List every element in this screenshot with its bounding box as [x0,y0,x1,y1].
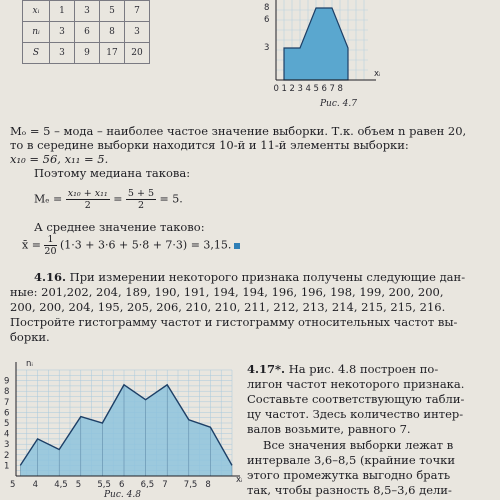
frequency-table [22,0,150,64]
fig48-y-tick: 7 [4,397,10,408]
problem-417-number-text: 4.17*. [247,362,286,376]
problem-417-line-6: интервале 3,6–8,5 (крайние точки [247,453,456,467]
mean-rhs: (1·3 + 3·6 + 5·8 + 7·3) = 3,15. [60,238,232,252]
mean-lhs: x̄ = [22,238,41,252]
mean-frac-num: 1 [44,234,56,246]
table-cell: 17 [100,43,125,64]
problem-416-text-0: При измерении некоторого признака получены следующие дан- [69,270,466,284]
median-lhs: Mₑ = [34,192,63,206]
problem-416-line-0 [34,270,500,284]
fig48-x-tick: 4 [32,480,39,490]
fig48-x-tick: 7,5 [183,480,198,490]
fig47-ytick-3: 3 [264,43,270,53]
table-cell: 5 [100,1,125,22]
problem-416-line-3: Постройте гистограмму частот и гистограмму относительных частот вы- [10,315,458,329]
fig48-y-tick: 8 [4,387,10,398]
fig48-x-tick: 5 [75,480,82,490]
problem-417-line-1: лигон частот некоторого признака. [247,377,465,391]
mean-frac [44,234,56,257]
table-cell: 6 [75,22,100,43]
fig48-y-tick: 4 [4,429,10,440]
table-row-label: S [23,43,50,64]
fig48-y-tick: 2 [4,450,10,461]
table-row [23,43,150,64]
text-line-elements: x₁₀ = 56, x₁₁ = 5. [10,152,109,166]
problem-417-text-0: На рис. 4.8 построен по- [288,362,439,376]
mean-formula [22,234,240,257]
median-frac-2-den: 2 [137,200,144,211]
table-cell: 3 [50,22,75,43]
fig47-x-ticks [274,84,343,94]
problem-416-line-2: 200, 200, 204, 195, 205, 206, 210, 210, 211, 212, 213, 214, 215, 215, 216. [10,300,446,314]
fig47-ytick-6: 6 [264,15,270,25]
table-row [23,22,150,43]
fig48-y-tick: 6 [4,408,10,419]
fig48-x-tick: 5,5 [97,480,111,490]
median-frac-1-den: 2 [84,200,91,211]
table-cell: 3 [75,1,100,22]
table-row [23,1,150,22]
figure-4-7 [256,0,390,108]
table-cell: 3 [50,43,75,64]
fig48-y-tick: 3 [4,440,10,451]
fig48-y-label: nᵢ [26,359,33,369]
median-formula: Mₑ = $\frac{\text{x₁₀ + x₁₁}}{2}$ = $\frac{5 + 5}{2}$ = 5. [34,188,183,211]
fig47-x-tick: 2 [289,84,295,94]
fig47-x-tick: 1 [281,84,287,94]
problem-417-line-2: Составьте соответствующую табли- [247,392,465,406]
fig47-x-label: xᵢ [374,69,381,79]
fig47-x-tick: 7 [329,84,335,94]
text-line-middle: то в середине выборки находится 10-й и 11-й элементы выборки: [10,138,409,152]
text-line-median-intro: Поэтому медиана такова: [34,166,191,180]
fig48-x-tick: 4,5 [54,480,68,490]
fig47-x-tick: 4 [305,84,311,94]
median-frac-2-num: 5 + 5 [127,188,155,199]
text-line-mode: Mₒ = 5 – мода – наиболее частое значение выборки. Т.к. объем n равен 20, [10,124,467,138]
problem-416-line-4: борки. [10,330,50,344]
table-cell: 1 [50,1,75,22]
table-row-label: xᵢ [23,1,50,22]
problem-417-number [247,362,285,376]
table-cell: 8 [100,22,125,43]
mean-frac-den: 20 [44,246,57,257]
median-frac-1 [66,188,110,211]
problem-417-line-0 [247,362,497,378]
table-row-label: nᵢ [23,22,50,43]
problem-417-line-7: этого промежутка выгодно брать [247,468,451,482]
problem-417-line-3: цу частот. Здесь количество интер- [247,407,464,421]
fig47-ytick-8: 8 [264,3,270,13]
fig48-polygon-area [20,385,232,476]
table-cell: 20 [125,43,150,64]
fig47-x-tick: 5 [313,84,319,94]
fig48-y-tick: 5 [4,419,10,429]
median-rhs: = 5. [159,192,183,206]
problem-417-line-5: Все значения выборки лежат в [263,438,454,452]
table-cell: 3 [125,22,150,43]
fig48-y-tick: 1 [4,461,10,472]
fig48-caption: Рис. 4.8 [104,490,141,500]
fig47-x-tick: 6 [321,84,327,94]
fig48-y-tick: 9 [4,376,10,387]
fig47-x-tick: 0 [273,84,279,94]
problem-416-line-1: ные: 201,202, 204, 189, 190, 191, 194, 194, 196, 196, 198, 199, 200, 200, [10,285,444,299]
fig48-x-tick: 5 [10,480,16,490]
figure-4-8-chart [0,356,246,500]
problem-417-line-4: валов возьмите, равного 7. [247,422,411,436]
median-frac-1-num: x₁₀ + x₁₁ [67,188,108,199]
fig48-x-tick: 7 [162,480,168,490]
fig48-x-tick: 8 [205,480,211,490]
fig47-caption: Рис. 4.7 [320,99,357,108]
table-cell: 7 [125,1,150,22]
fig47-x-tick: 8 [337,84,343,94]
median-frac-2 [126,188,156,211]
fig48-x-label: xᵢ [236,475,243,485]
fig48-x-tick: 6 [119,480,125,490]
fig48-x-ticks [10,480,211,490]
end-of-solution-square-icon [234,243,240,249]
fig48-x-tick: 6,5 [140,480,155,490]
mean-intro: А среднее значение таково: [34,220,205,234]
problem-417-line-8: так, чтобы разность 8,5–3,6 дели- [247,483,452,497]
fig48-y-ticks [4,377,9,472]
problem-416-number: 4.16. [34,270,67,284]
fig47-x-tick: 3 [297,84,303,94]
fig47-polygon [284,8,348,80]
table-cell: 9 [75,43,100,64]
